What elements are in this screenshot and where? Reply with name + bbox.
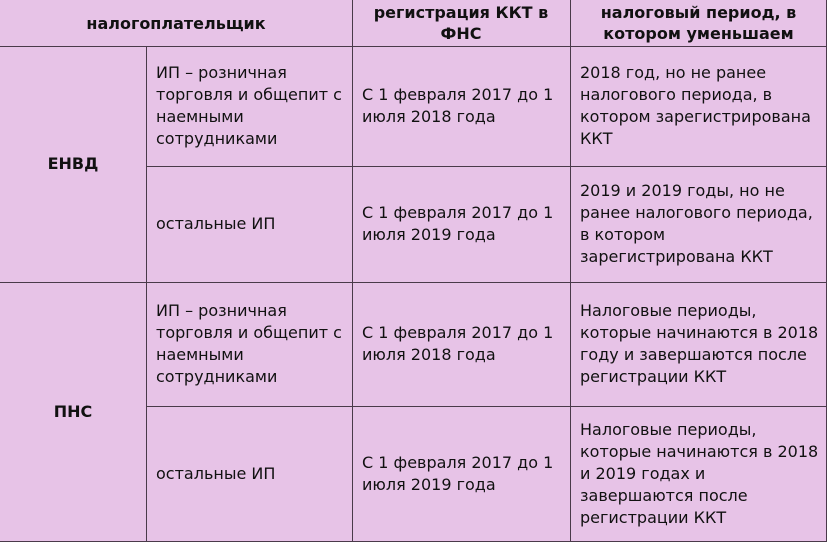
envd-retail-registration: С 1 февраля 2017 до 1 июля 2018 года [362,85,554,126]
regime-envd: ЕНВД [47,154,99,173]
envd-retail-type: ИП – розничная торговля и общепит с наемными сотрудниками [156,63,342,148]
envd-other-registration: С 1 февраля 2017 до 1 июля 2019 года [362,203,554,244]
grid-line [146,46,147,542]
envd-retail-period: 2018 год, но не ранее налогового периода, в котором зарегистрирована ККТ [580,63,811,148]
pns-other-type: остальные ИП [156,464,276,483]
header-registration: регистрация ККТ в ФНС [373,3,549,43]
grid-line [146,166,827,167]
header-taxpayer: налогоплательщик [86,13,266,33]
pns-other-period: Налоговые периоды, которые начинаются в 2018 и 2019 годах и завершаются после регистрации ККТ [580,420,819,527]
grid-line [0,282,827,283]
grid-line [570,0,571,542]
pns-retail-registration: С 1 февраля 2017 до 1 июля 2018 года [362,323,554,364]
regime-pns: ПНС [53,402,93,421]
grid-line [146,406,827,407]
pns-retail-type: ИП – розничная торговля и общепит с наемными сотрудниками [156,301,342,386]
pns-other-registration: С 1 февраля 2017 до 1 июля 2019 года [362,453,554,494]
envd-other-period: 2019 и 2019 годы, но не ранее налогового периода, в котором зарегистрирована ККТ [580,181,813,266]
envd-other-type: остальные ИП [156,214,276,233]
grid-line [352,0,353,542]
pns-retail-period: Налоговые периоды, которые начинаются в 2018 году и завершаются после регистрации ККТ [580,301,819,386]
header-tax-period: налоговый период, в котором уменьшаем [600,3,797,43]
grid-line [0,46,827,47]
